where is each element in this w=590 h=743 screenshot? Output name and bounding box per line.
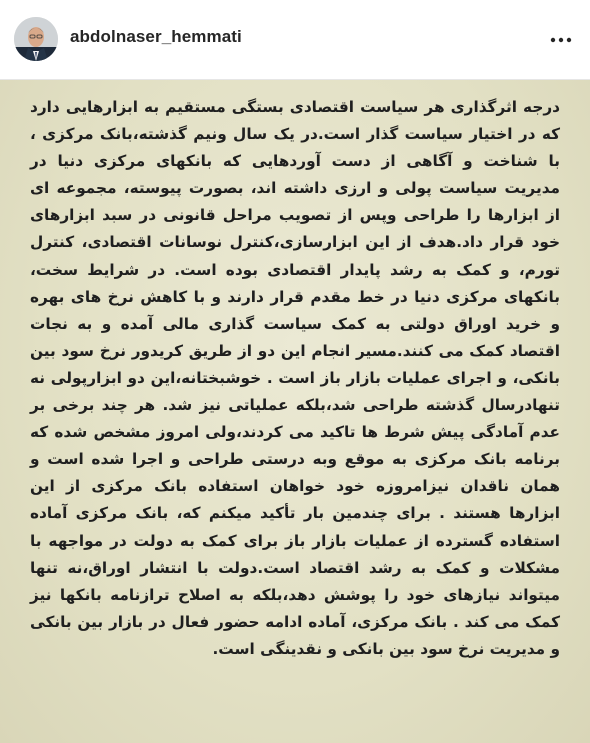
post-image[interactable] bbox=[0, 80, 590, 743]
avatar-photo-icon bbox=[14, 17, 58, 61]
username[interactable]: abdolnaser_hemmati bbox=[70, 27, 242, 46]
post-body-text: درجه اثرگذاری هر سیاست اقتصادی بستگی مستقیم به ابزارهایی دارد که در اختیار سیاست گذار است.در یک سال ونیم گذشته،بانک مرکزی ، با شناخت و آگاهی از دست آوردهایی که بانکهای مرکزی دنیا در مدیریت سیاست پولی و ارزی داشته اند، بصورت پیوسته، مجموعه ای از ابزارها را طراحی وپس از تصویب مراحل قانونی در سبد ابزارهای خود قرار داد.هدف از این ابزارسازی،کنترل نوسانات اقتصادی، کنترل تورم، و کمک به رشد پایدار اقتصادی بوده است. در شرایط سخت، بانکهای مرکزی دنیا در خط مقدم قرار دارند و با کاهش نرخ های بهره و خرید اوراق دولتی به کمک سیاست گذاری مالی آمده و به نجات اقتصاد کمک می کنند.مسیر انجام این دو از طریق کریدور نرخ سود بین بانکی، و اجرای عملیات بازار باز است . خوشبختانه،این دو ابزارپولی نه تنهادرسال گذشته طراحی شد،بلکه عملیاتی نیز شد. هر چند برخی بر عدم آمادگی پیش شرط ها تاکید می کردند،ولی امروز مشخص شده که برنامه بانک مرکزی به موقع وبه درستی طراحی و اجرا شده است و همان ناقدان نیزامروزه خود خواهان استفاده بانک مرکزی از این ابزارها هستند . برای چندمین بار تأکید میکنم که، بانک مرکزی آماده استفاده گسترده از عملیات بازار باز برای کمک به دولت در مواجهه با مشکلات و کمک به رشد اقتصاد است.دولت با انتشار اوراق،نه تنها میتواند نیازهای خود را پوشش دهد،بلکه به اصلاح ترازنامه بانکها نیز کمک می کند . بانک مرکزی، آماده ادامه حضور فعال در بازار بین بانکی و مدیریت نرخ سود بین بانکی و نقدینگی است. bbox=[30, 98, 560, 658]
post-header bbox=[0, 0, 590, 80]
more-dots-icon[interactable] bbox=[550, 30, 572, 50]
profile-avatar[interactable] bbox=[14, 17, 58, 61]
